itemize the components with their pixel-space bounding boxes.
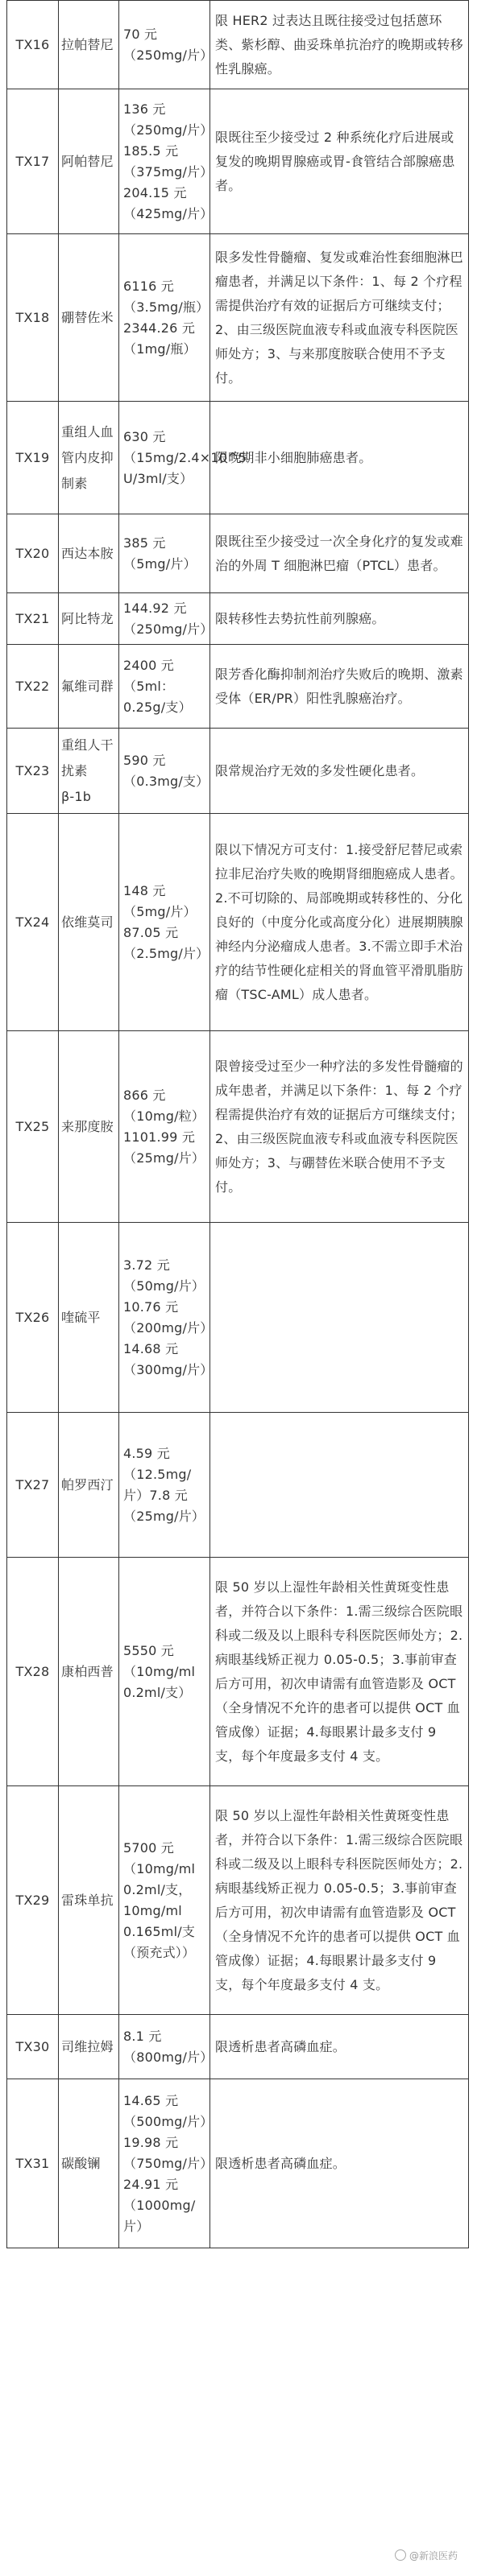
payment-restriction: 限以下情况方可支付：1.接受舒尼替尼或索拉非尼治疗失败的晚期肾细胞癌成人患者。2.不可切除的、局部晚期或转移性的、分化良好的（中度分化或高度分化）进展期胰腺神经内分泌瘤成人患者。3.不需立即手术治疗的结节性硬化症相关的肾血管平滑肌脂肪瘤（TSC-AML）成人患者。: [210, 814, 469, 1031]
drug-code: TX17: [7, 89, 59, 234]
table-row: [7, 234, 469, 402]
table-row: [7, 729, 469, 814]
drug-price: 8.1 元（800mg/片）: [119, 2015, 210, 2079]
drug-name: 来那度胺: [59, 1031, 119, 1223]
table-row: [7, 814, 469, 1031]
table-row: [7, 1413, 469, 1558]
payment-restriction: 限透析患者高磷血症。: [210, 2079, 469, 2248]
payment-restriction: 限转移性去势抗性前列腺癌。: [210, 593, 469, 645]
payment-restriction: 限 50 岁以上湿性年龄相关性黄斑变性患者，并符合以下条件：1.需三级综合医院眼科或二级及以上眼科专科医院医师处方；2.病眼基线矫正视力 0.05-0.5；3.事前审查后方可用，初次申请需有血管造影及 OCT（全身情况不允许的患者可以提供 OCT 血管成像）证据；4.每眼累计最多支付 9 支，每个年度最多支付 4 支。: [210, 1786, 469, 2015]
drug-price: 148 元（5mg/片）87.05 元（2.5mg/片）: [119, 814, 210, 1031]
payment-restriction: 限晚期非小细胞肺癌患者。: [210, 402, 469, 514]
table-row: [7, 1223, 469, 1413]
drug-name: 康柏西普: [59, 1558, 119, 1786]
drug-price: 144.92 元（250mg/片）: [119, 593, 210, 645]
payment-restriction: 限曾接受过至少一种疗法的多发性骨髓瘤的成年患者，并满足以下条件：1、每 2 个疗程需提供治疗有效的证据后方可继续支付；2、由三级医院血液专科或血液专科医院医师处方；3、与硼替佐米联合使用不予支付。: [210, 1031, 469, 1223]
drug-price: 5550 元（10mg/ml 0.2ml/支）: [119, 1558, 210, 1786]
drug-name: 帕罗西汀: [59, 1413, 119, 1558]
drug-name: 喹硫平: [59, 1223, 119, 1413]
drug-name: 重组人干扰素 β-1b: [59, 729, 119, 814]
table-row: [7, 2015, 469, 2079]
drug-price: 14.65 元（500mg/片）19.98 元（750mg/片）24.91 元（1000mg/片）: [119, 2079, 210, 2248]
drug-code: TX25: [7, 1031, 59, 1223]
drug-code: TX30: [7, 2015, 59, 2079]
drug-price: 5700 元（10mg/ml 0.2ml/支，10mg/ml 0.165ml/支（预充式））: [119, 1786, 210, 2015]
drug-price: 3.72 元（50mg/片）10.76 元（200mg/片）14.68 元（300mg/片）: [119, 1223, 210, 1413]
table-row: [7, 2079, 469, 2248]
payment-restriction: [210, 1223, 469, 1413]
drug-price: 866 元（10mg/粒）1101.99 元（25mg/片）: [119, 1031, 210, 1223]
drug-name: 氟维司群: [59, 645, 119, 729]
payment-restriction: 限多发性骨髓瘤、复发或难治性套细胞淋巴瘤患者，并满足以下条件：1、每 2 个疗程需提供治疗有效的证据后方可继续支付；2、由三级医院血液专科或血液专科医院医师处方；3、与来那度胺联合使用不予支付。: [210, 234, 469, 402]
payment-restriction: [210, 1413, 469, 1558]
drug-price: 136 元（250mg/片）185.5 元（375mg/片）204.15 元（425mg/片）: [119, 89, 210, 234]
drug-code: TX16: [7, 1, 59, 89]
drug-code: TX31: [7, 2079, 59, 2248]
drug-name: 阿比特龙: [59, 593, 119, 645]
drug-code: TX26: [7, 1223, 59, 1413]
weibo-watermark: [395, 2549, 458, 2562]
drug-name: 司维拉姆: [59, 2015, 119, 2079]
table-row: [7, 402, 469, 514]
drug-code: TX18: [7, 234, 59, 402]
drug-code: TX29: [7, 1786, 59, 2015]
payment-restriction: 限常规治疗无效的多发性硬化患者。: [210, 729, 469, 814]
payment-restriction: 限芳香化酶抑制剂治疗失败后的晚期、激素受体（ER/PR）阳性乳腺癌治疗。: [210, 645, 469, 729]
table-row: [7, 645, 469, 729]
payment-restriction: 限 HER2 过表达且既往接受过包括蒽环类、紫杉醇、曲妥珠单抗治疗的晚期或转移性乳腺癌。: [210, 1, 469, 89]
drug-price: 70 元 （250mg/片）: [119, 1, 210, 89]
watermark-text: @新浪医药: [409, 2550, 458, 2562]
drug-code: TX23: [7, 729, 59, 814]
table-row: [7, 1031, 469, 1223]
drug-price: 4.59 元（12.5mg/片）7.8 元（25mg/片）: [119, 1413, 210, 1558]
table-row: [7, 1558, 469, 1786]
table-row: [7, 89, 469, 234]
drug-code: TX24: [7, 814, 59, 1031]
drug-code: TX22: [7, 645, 59, 729]
payment-restriction: 限 50 岁以上湿性年龄相关性黄斑变性患者，并符合以下条件：1.需三级综合医院眼科或二级及以上眼科专科医院医师处方；2.病眼基线矫正视力 0.05-0.5；3.事前审查后方可用，初次申请需有血管造影及 OCT（全身情况不允许的患者可以提供 OCT 血管成像）证据；4.每眼累计最多支付 9 支，每个年度最多支付 4 支。: [210, 1558, 469, 1786]
drug-code: TX21: [7, 593, 59, 645]
drug-name: 硼替佐米: [59, 234, 119, 402]
drug-price: 590 元（0.3mg/支）: [119, 729, 210, 814]
drug-code: TX20: [7, 514, 59, 593]
drug-name: 依维莫司: [59, 814, 119, 1031]
drug-name: 阿帕替尼: [59, 89, 119, 234]
drug-code: TX28: [7, 1558, 59, 1786]
payment-restriction: 限既往至少接受过一次全身化疗的复发或难治的外周 T 细胞淋巴瘤（PTCL）患者。: [210, 514, 469, 593]
drug-name: 雷珠单抗: [59, 1786, 119, 2015]
drug-name: 西达本胺: [59, 514, 119, 593]
drug-table: [6, 0, 469, 2248]
drug-price: 2400 元（5ml：0.25g/支）: [119, 645, 210, 729]
table-row: [7, 1786, 469, 2015]
drug-name: 拉帕替尼: [59, 1, 119, 89]
table-row: [7, 1, 469, 89]
payment-restriction: 限透析患者高磷血症。: [210, 2015, 469, 2079]
payment-restriction: 限既往至少接受过 2 种系统化疗后进展或复发的晚期胃腺癌或胃-食管结合部腺癌患者。: [210, 89, 469, 234]
drug-code: TX27: [7, 1413, 59, 1558]
table-row: [7, 593, 469, 645]
drug-price: 630 元（15mg/2.4×10^5 U/3ml/支）: [119, 402, 210, 514]
weibo-logo-icon: [395, 2549, 406, 2561]
drug-name: 重组人血管内皮抑制素: [59, 402, 119, 514]
table-row: [7, 514, 469, 593]
drug-code: TX19: [7, 402, 59, 514]
drug-price: 385 元（5mg/片）: [119, 514, 210, 593]
drug-name: 碳酸镧: [59, 2079, 119, 2248]
drug-price: 6116 元（3.5mg/瓶）2344.26 元（1mg/瓶）: [119, 234, 210, 402]
